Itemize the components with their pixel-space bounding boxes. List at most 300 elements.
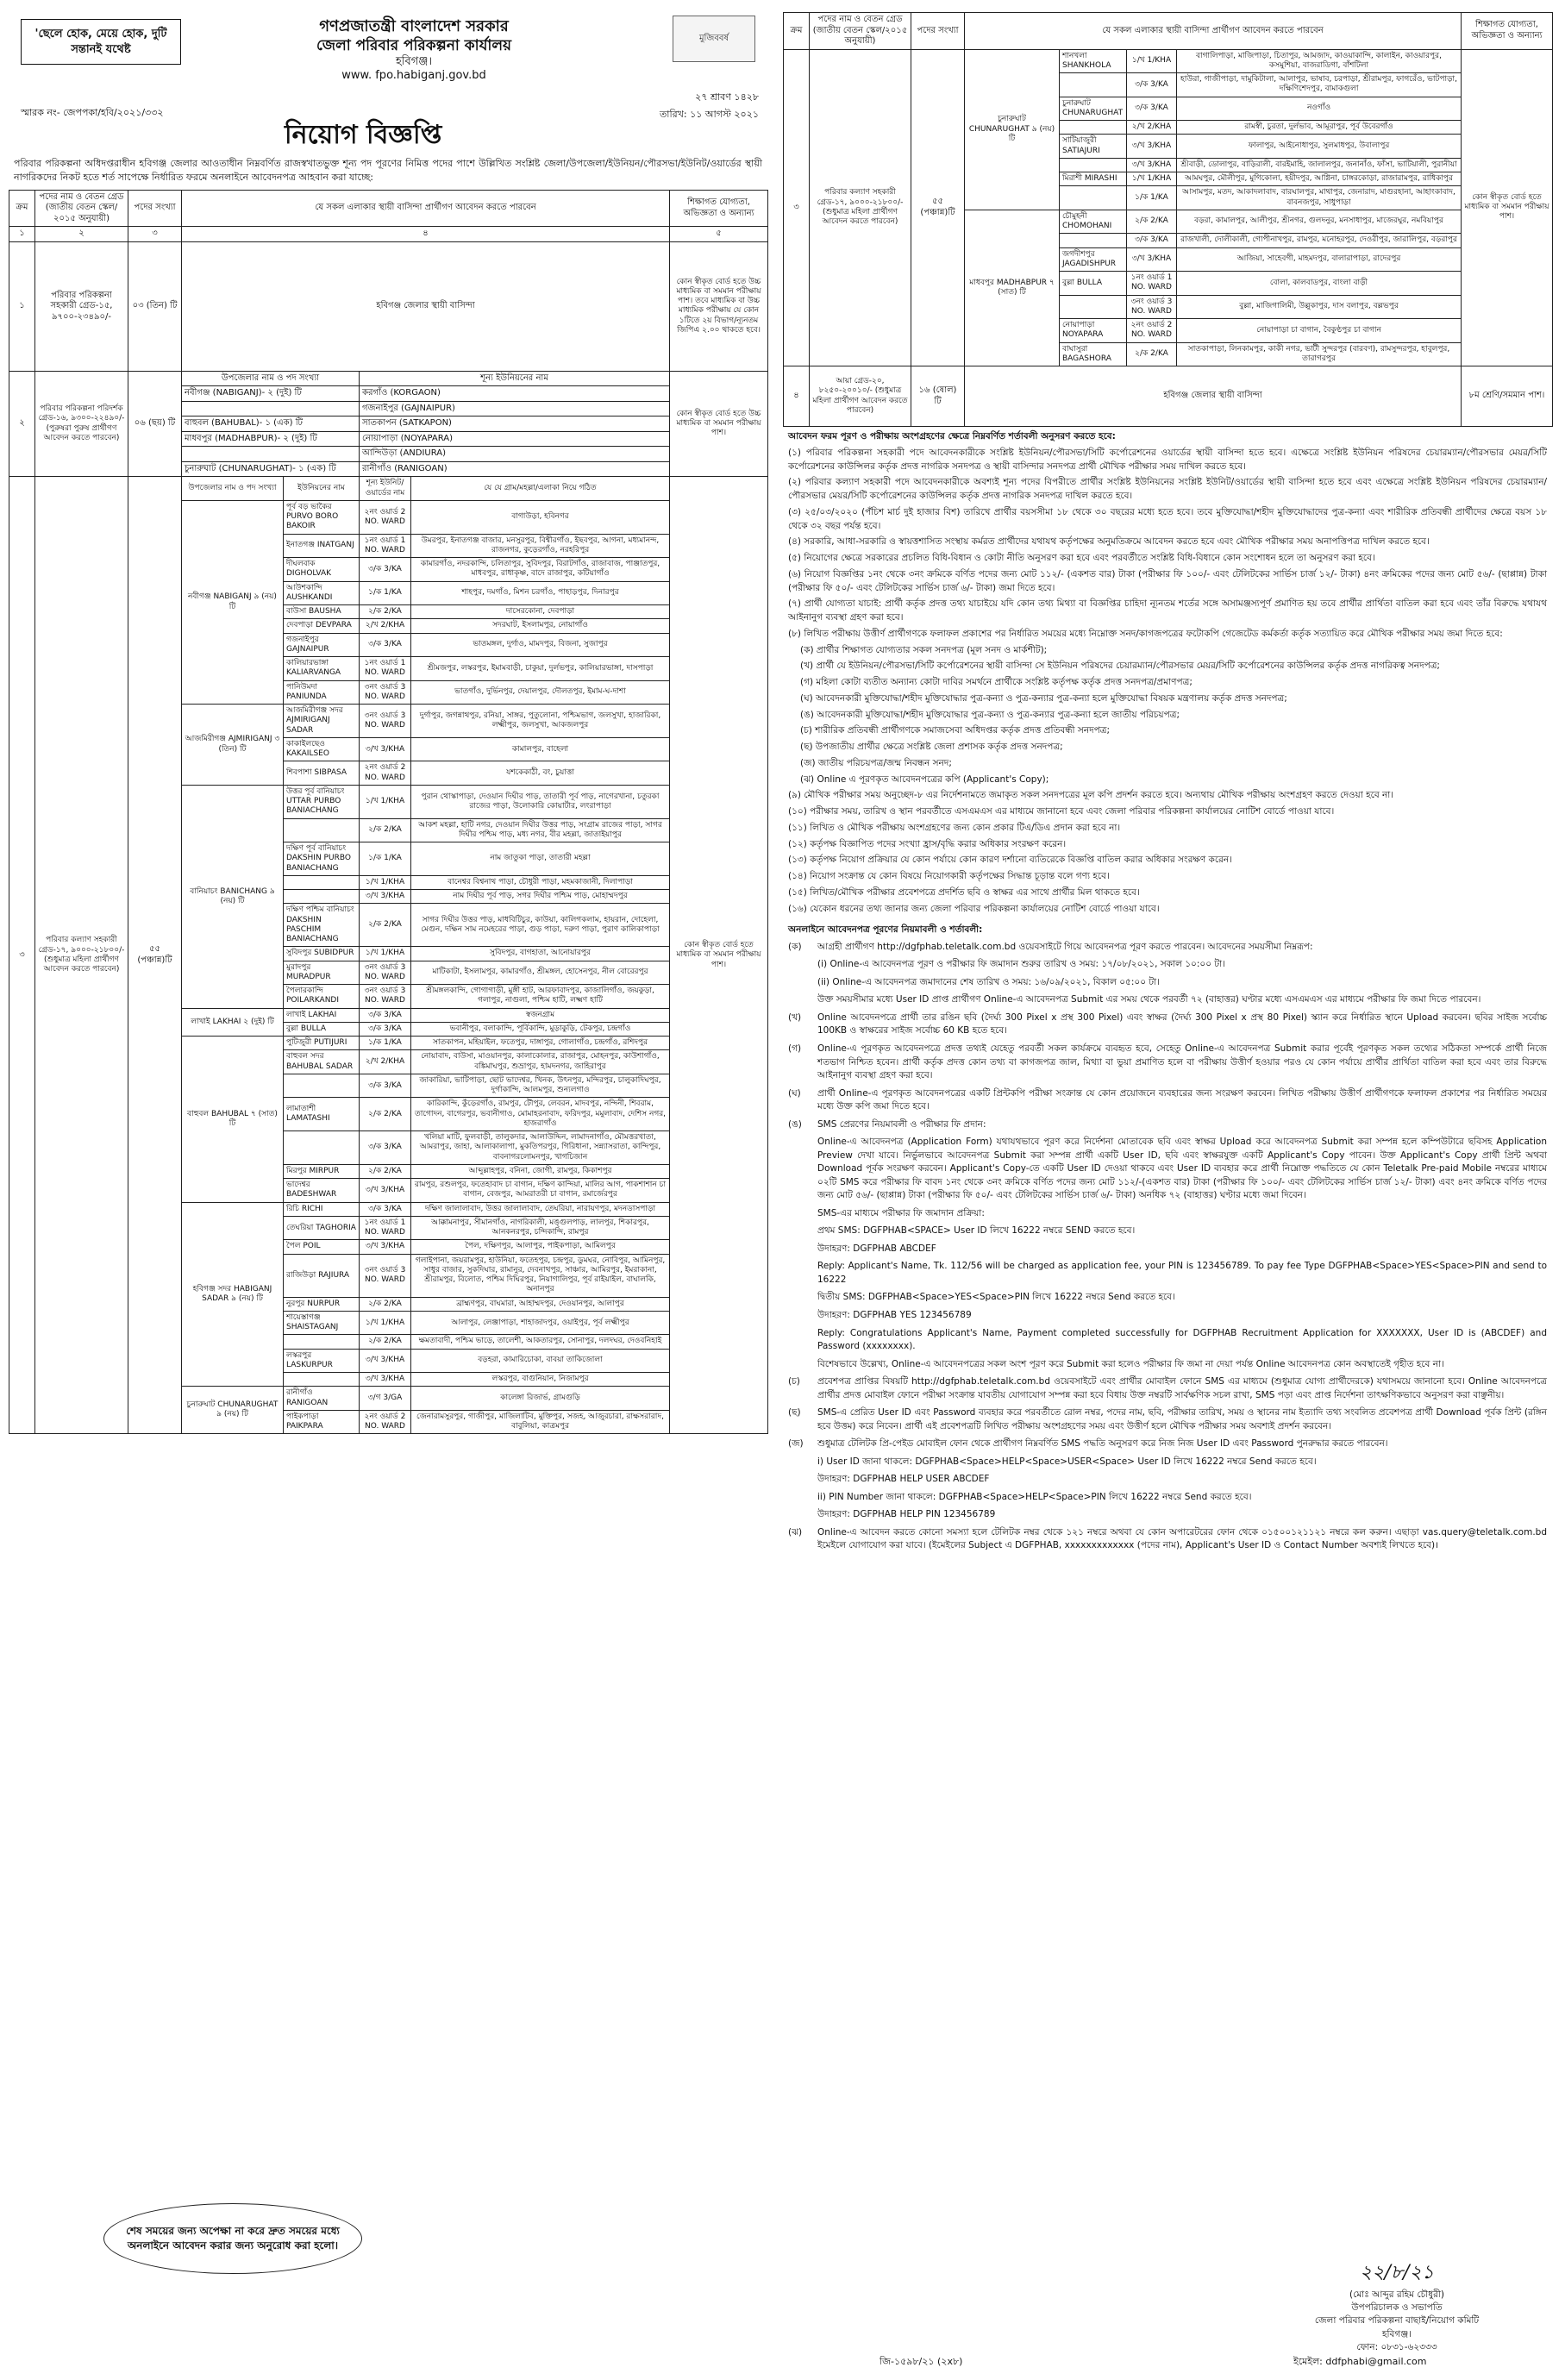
unit-cell: ৩/ক 3/KA	[360, 558, 411, 582]
col-unit: শূন্য ইউনিট/ওয়ার্ডের নাম	[360, 477, 411, 501]
qual-cell: কোন স্বীকৃত বোর্ড হতে উচ্চ মাধ্যমিক বা সমমান পরীক্ষায় পাশ।	[670, 371, 768, 477]
post-cell: পরিবার পরিকল্পনা পরিদর্শক গ্রেড-১৬, ৯৩০০-২২৪৯০/- (পুরুষরা পুরুষ প্রার্থীগণ আবেদন করতে পারবেন)	[35, 371, 128, 477]
condition-item: (জ) জাতীয় পরিচয়পত্র/জন্ম নিবন্ধন সনদ;	[800, 757, 952, 768]
online-item	[788, 1437, 1547, 1451]
page-title: নিয়োগ বিজ্ঞপ্তি	[285, 120, 442, 150]
slogan-box: 'ছেলে হোক, মেয়ে হোক, দুটি সন্তানই যথেষ্ট	[21, 19, 181, 65]
unit-cell: ২/ক 2/KA	[360, 1164, 411, 1178]
intro-paragraph: পরিবার পরিকল্পনা অধিদপ্তরাধীন হবিগঞ্জ জেলার আওতাধীন নিম্নবর্ণিত রাজস্বখাতভুক্ত শূন্য পদ পূরণের নিমিত্ত পদের পাশে উল্লিখিত সংশ্লিষ্ট জেলা/উপজেলা/ইউনিয়ন/পৌরসভা/ইউনিট/ওয়ার্ডের স্থায়ী নাগরিকদের নিকট হতে শর্ত সাপেক্ষে নির্ধারিত ফরমে অনলাইনে আবেদনপত্র আহবান করা যাচ্ছে:	[14, 158, 762, 183]
union-cell: সাটিয়াজুরী SATIAJURI	[1060, 135, 1127, 159]
online-item-text: বিশেষভাবে উল্লেখ্য, Online-এ আবেদনপত্রের সকল অংশ পূরণ করে Submit করা হলেও পরীক্ষার ফি জমা না দেয়া পর্যন্ত Online আবেদনপত্র কোন অবস্থাতেই গৃহীত হবে না।	[817, 1358, 1444, 1369]
online-item-marker	[788, 1309, 817, 1323]
village-cell: কালেঙ্গা রিজার্ভ, গ্রামগুড়ি	[411, 1387, 670, 1411]
village-cell: ভাতমঙ্গল, দুর্গাও, মামদপুর, বিজনা, সুজাপুর	[411, 633, 670, 657]
village-cell: রামপুর, রশুলপুর, ফতেহাবাদ চা বাগান, দক্ষিণ কান্দিয়া, মালির আগ, পাকশাশান চা বাগান, বেজপুর, আমরাতরী চা বাগান, রমার্জেরপুর	[411, 1179, 670, 1203]
unit-cell: ১/খ 1/KHA	[360, 947, 411, 961]
village-cell: রাজখালী, দোলীকালী, গোপীনাখপুর, রামপুর, মনোহরপুর, দেওরীপুর, জারালিপুর, বড়রাপুর	[1177, 234, 1462, 247]
union-cell: করগাঁও (KORGAON)	[360, 386, 670, 402]
unit-cell: ৩/খ 3/KHA	[360, 890, 411, 904]
upazila-cell	[182, 447, 360, 462]
online-item	[788, 1260, 1547, 1287]
condition-item: (ছ) উপজাতীয় প্রার্থীর ক্ষেত্রে সংশ্লিষ্ট জেলা প্রশাসক কর্তৃক প্রদত্ত সনদপত্র;	[800, 742, 1063, 752]
union-cell: বুল্লা BULLA	[1060, 272, 1127, 296]
unit-cell: ৩নং ওয়ার্ড 3 NO. WARD	[360, 680, 411, 705]
unit-cell: ৩নং ওয়ার্ড 3 NO. WARD	[360, 705, 411, 738]
upazila-cell: বাহুবল BAHUBAL ৭ (সাত) টি	[182, 1037, 284, 1203]
online-item-text: (ii) Online-এ আবেদনপত্র জমাদানের শেষ তারিখ ও সময়: ১৬/০৯/২০২১, বিকাল ০৫:০০ টা।	[817, 976, 1160, 987]
unit-cell: ৩নং ওয়ার্ড 3 NO. WARD	[1127, 295, 1177, 319]
village-cell: কামালপুর, বাহেলা	[411, 737, 670, 761]
unit-cell: ১/ক 1/KA	[360, 1037, 411, 1050]
right-column	[783, 12, 1552, 1559]
village-cell: ফালাপুর, আইনোধাপুর, সুলমাধপুর, উবালাপুর	[1177, 135, 1462, 159]
village-cell: বাগালিপাড়া, মাজিপাড়া, চিতাপুর, আমজাদ, কাওয়াকান্দি, কালাইন, কাওয়ারপুর, কসমুশিয়া, বাজরাডিগা, বাঁশটিলা	[1177, 49, 1462, 73]
union-cell: আজমিরীগঞ্জ সদর AJMIRIGANJ SADAR	[284, 705, 360, 738]
online-item-text: প্রথম SMS: DGFPHAB<SPACE> User ID লিখে 16222 নম্বরে SEND করতে হবে।	[817, 1225, 1136, 1237]
unit-cell: ৩/ক 3/KA	[360, 1008, 411, 1022]
conditions-heading: আবেদন ফরম পূরণ ও পরীক্ষায় অংশগ্রহণের ক্ষেত্রে নিম্নবর্ণিত শর্তাবলী অনুসরণ করতে হবে:	[788, 431, 1116, 442]
union-cell: আউশকান্দি AUSHKANDI	[284, 581, 360, 605]
unit-cell: ৩/ক 3/KA	[1127, 97, 1177, 121]
village-cell: শ্রীমঙ্গলকান্দি, গোগাগাড়ী, মুঙ্গী হাট, আরফাবাদপুর, কাজালিগাঁও, জয়কুড়া, গলাপুর, নাগুলা, পশ্চিম হাটি, লক্ষ্মণ হাটি	[411, 985, 670, 1009]
village-cell: আজিয়া, সাহেবগী, মাহমদপুর, বালারাপাড়া, রাদেরপুর	[1177, 247, 1462, 272]
office-name: জেলা পরিবার পরিকল্পনা কার্যালয়	[316, 36, 512, 54]
online-item	[788, 1375, 1547, 1402]
village-cell: দাসেরকোনা, দেবপাড়া	[411, 605, 670, 619]
unit-cell: ৩/খ 3/KHA	[1127, 247, 1177, 272]
union-cell	[284, 818, 360, 842]
unit-cell: ৩/ক 3/KA	[360, 1202, 411, 1216]
union-cell: দক্ষিণ পশ্চিম বানিয়াচং DAKSHIN PASCHIM BANIACHANG	[284, 904, 360, 947]
online-item-marker	[788, 1224, 817, 1238]
post-cell: পরিবার কল্যাণ সহকারী গ্রেড-১৭, ৯০০০-২১৮০০/- (শুধুমাত্র মহিলা প্রার্থীগণ আবেদন করতে পারবেন)	[810, 49, 911, 366]
unit-cell: ৩নং ওয়ার্ড 3 NO. WARD	[360, 961, 411, 985]
condition-item: (১৩) কর্তৃপক্ষ নিয়োগ প্রক্রিয়ার যে কোন পর্যায়ে কোন কারণ দর্শানো ব্যতিরেকে বিজ্ঞপ্তি বাতিল করার অধিকার সংরক্ষণ করেন।	[788, 855, 1232, 866]
village-cell: আকশ মহল্লা, হাটি নগর, দেওয়ান দিঘীর উত্তর পাড়, সংগ্রাম রাজের পাড়া, সাগর দিঘীর পশ্চিম পাড়, মধ্য নগর, বীর মহল্লা, জাতাইয়াপুর	[411, 818, 670, 842]
union-cell: রাজিউড়া RAJIURA	[284, 1254, 360, 1297]
unit-cell: ২নং ওয়ার্ড 2 NO. WARD	[1127, 319, 1177, 343]
date-label: তারিখ:	[660, 108, 687, 120]
online-item-marker: (ক)	[788, 941, 802, 952]
row2-subheader	[9, 371, 768, 386]
online-item-marker: (ছ)	[788, 1407, 801, 1419]
footer-code: জি-১৫৯৮/২১ (২x৮)	[880, 2356, 963, 2367]
union-cell: শানখলা SHANKHOLA	[1060, 49, 1127, 73]
upazila-cell: চুনারুঘাট CHUNARUGHAT ৯ (নয়) টি	[182, 1387, 284, 1434]
table-row	[784, 49, 1553, 73]
unit-cell: ৩/ক 3/KA	[360, 1131, 411, 1165]
online-item	[788, 1327, 1547, 1354]
online-item-text: উদাহরণ: DGFPHAB HELP USER ABCDEF	[817, 1474, 990, 1485]
union-cell	[284, 1131, 360, 1165]
qual-cell: কোন স্বীকৃত বোর্ড হতে মাধ্যমিক বা সমমান পরীক্ষায় পাশ।	[1462, 49, 1553, 366]
upazila-cell: বাহুবল (BAHUBAL)- ১ (এক) টি	[182, 416, 360, 432]
online-item-text: Reply: Applicant's Name, Tk. 112/56 will be charged as application fee, your PIN is 123456789. To pay fee Type DGFPHAB<Space>YES<Space>PIN and send to 16222	[817, 1261, 1547, 1285]
unit-cell: ১নং ওয়ার্ড 1 NO. WARD	[360, 1216, 411, 1240]
serial-cell: ৩	[784, 49, 810, 366]
union-cell: সাতকাপন (SATKAPON)	[360, 416, 670, 432]
village-cell: জেনারামসুরপুর, গাজীপুর, মাজিলাটিব, মুক্তিপুর, সজহ, আজুরচারা, রাক্ষসরারাদ, বাবুলিয়া, কাত্রমপুর	[411, 1410, 670, 1434]
online-item-marker	[788, 1136, 817, 1203]
online-item-text: উদাহরণ: DGFPHAB ABCDEF	[817, 1243, 936, 1254]
village-cell: পুরান থোস্কাপাড়া, দেওয়ান দিঘীর পাড়, তাতারী পূর্ব পাড়, নাগেরখানা, চতুরকা রাজের পাড়া, উলোকারি কোয়ার্টার, লংরাপাড়া	[411, 785, 670, 818]
condition-item: (৩) ২৫/০৩/২০২০ (পঁচিশ মার্চ দুই হাজার বিশ) তারিখে প্রার্থীর বয়সসীমা ১৮ থেকে ৩০ বছরের মধ্যে হতে হবে। তবে মুক্তিযোদ্ধা/শহীদ মুক্তিযোদ্ধাদের পুত্র-কন্যা এবং শারীরিক প্রতিবন্ধী প্রার্থীদের ক্ষেত্রে বয়স ১৮ থেকে ৩২ বছর পর্যন্ত হবে।	[788, 506, 1547, 531]
union-cell: চুনারুঘাট CHUNARUGHAT	[1060, 97, 1127, 121]
online-heading: অনলাইনে আবেদনপত্র পূরণের নিয়মাবলী ও শর্তাবলী:	[788, 924, 983, 936]
online-item	[788, 1491, 1547, 1505]
serial-cell: ৩	[9, 477, 35, 1434]
online-item-text: Online-এ আবেদন করতে কোনো সমস্যা হলে টেলিটক নম্বর থেকে ১২১ নম্বরে অথবা যে কোন অপারেটরের ফোন থেকে ০১৫০০১২১১২১ নম্বরে কল করুন। এছাড়া vas.query@teletalk.com.bd ইমেইলে যোগাযোগ করা যাবে। (ইমেইলের Subject এ DGFPHAB, xxxxxxxxxxxxx (পদের নাম), Applicant's User ID ও Contact Number অবশ্যই লিখতে হবে)।	[817, 1526, 1547, 1551]
online-item	[788, 1526, 1547, 1553]
village-cell: ক্ষমতাবাদী, পশ্চিম ভাড়ে, তালেশী, আকতারপুর, সোনাপুর, দলদঘর, দেওবনিহাই	[411, 1335, 670, 1349]
union-cell	[1060, 158, 1127, 172]
online-item	[788, 1243, 1547, 1256]
union-cell: পানিউমদা PANIUNDA	[284, 680, 360, 705]
online-item-text: উদাহরণ: DGFPHAB YES 123456789	[817, 1310, 972, 1320]
village-cell: মাটিকাটা, ইসলামপুর, কামারগাঁও, শ্রীমঙ্গল, হোসেনপুর, নীল বোরেরপুর	[411, 961, 670, 985]
condition-item: (১১) লিখিত ও মৌখিক পরীক্ষায় অংশগ্রহণের জন্য কোন প্রকার টিএ/ডিএ প্রদান করা হবে না।	[788, 822, 1121, 833]
website-link[interactable]: www. fpo.habiganj.gov.bd	[341, 69, 486, 82]
union-cell: উত্তর পূর্ব বানিয়াচং UTTAR PURBO BANIACHANG	[284, 785, 360, 818]
upazila-cell: চুনারুঘাট CHUNARUGHAT ৯ (নয়) টি	[965, 49, 1060, 210]
unit-cell: ৩/ক 3/KA	[360, 1074, 411, 1098]
village-cell: উমরপুর, ইনাতগঞ্জ বাজার, মনসুরপুর, বিশ্বীরগাঁও, ইছবপুর, আগনা, মধ্যমানন্দ, রাজনগর, কুড়েরগাঁও, নরহরিপুর	[411, 534, 670, 558]
village-cell: আসামপুর, মতদ, আকাদলাবাদ, বারঘালপুর, মাথাপুর, জেনারাদ, মাগুরহানা, আহাংকাবাদ, বাবনজপুর, সাধুপাড়া	[1177, 186, 1462, 210]
union-cell: রানীগাঁও (RANIGOAN)	[360, 461, 670, 477]
union-cell: মুরাদপুর MURADPUR	[284, 961, 360, 985]
unit-cell: ৩/ক 3/KA	[1127, 73, 1177, 97]
unit-cell: ৩নং ওয়ার্ড 3 NO. WARD	[360, 1254, 411, 1297]
unit-cell: ৩নং ওয়ার্ড 3 NO. WARD	[360, 985, 411, 1009]
unit-cell: ৩/খ 3/KHA	[360, 1240, 411, 1254]
table-row: ১ পরিবার পরিকল্পনা সহকারী গ্রেড-১৫, ৯৭০০-২৩৪৯০/- ০৩ (তিন) টি হবিগঞ্জ জেলার স্থায়ী বাসিন্দা কোন স্বীকৃত বোর্ড হতে উচ্চ মাধ্যমিক বা সমমান পরীক্ষায় পাশ। তবে মাধ্যমিক বা উচ্চ মাধ্যমিক পরীক্ষায় যে কোন ১টিতে ২য় বিভাগ/ন্যূনতম জিপিএ ২.০০ থাকতে হবে।	[9, 241, 768, 371]
district-name: হবিগঞ্জ।	[395, 54, 433, 68]
upazila-cell: নবীগঞ্জ NABIGANJ ৯ (নয়) টি	[182, 500, 284, 704]
union-cell: নুরপুর NURPUR	[284, 1297, 360, 1311]
village-cell: ভবানীপুর, বলাকান্দি, পূর্বিকান্দি, মুড়াকুড়ি, টেকপুর, চন্দ্রগাঁও	[411, 1022, 670, 1036]
union-cell: বুল্লা BULLA	[284, 1022, 360, 1036]
union-cell: রানীগাঁও RANIGOAN	[284, 1387, 360, 1411]
condition-item: (২) পরিবার কল্যাণ সহকারী পদে আবেদনকারীকে অবশ্যই শূন্য পদের বিপরীতে প্রার্থীর সংশ্লিষ্ট ইউনিয়নের সংশ্লিষ্ট ইউনিট/ওয়ার্ডের স্থায়ী বাসিন্দা হতে হবে এবং এক্ষেত্রে সংশ্লিষ্ট ইউনিয়ন পরিষদের চেয়ারম্যান/পৌরসভার মেয়র/সিটি কর্পোরেশনের কাউন্সিলর কর্তৃক প্রদত্ত নাগরিক সনদপত্র দাখিল করতে হবে।	[788, 477, 1547, 501]
col-upazila: উপজেলার নাম ও পদ সংখ্যা	[182, 477, 284, 501]
unit-cell: ৩/খ 3/KHA	[360, 1179, 411, 1203]
village-cell: লস্করপুর, বাগুনিয়ান, নিজামপুর	[411, 1373, 670, 1387]
village-cell: বাগাউড়া, হবিনগর	[411, 500, 670, 534]
union-cell: পৈল POIL	[284, 1240, 360, 1254]
online-item-marker	[788, 1327, 817, 1354]
online-item-marker	[788, 1473, 817, 1487]
unit-cell: ১/খ 1/KHA	[360, 875, 411, 889]
union-cell: দেবপাড়া DEVPARA	[284, 619, 360, 633]
upazila-cell	[182, 401, 360, 416]
email-link[interactable]: ddfphabi@gmail.com	[1325, 2356, 1427, 2367]
union-cell: বাউসা BAUSHA	[284, 605, 360, 619]
union-cell	[284, 890, 360, 904]
col-union: শূন্য ইউনিয়নের নাম	[360, 371, 670, 386]
union-cell: রিচি RICHI	[284, 1202, 360, 1216]
unit-cell: ১/ক 1/KA	[1127, 186, 1177, 210]
date-block	[543, 91, 759, 126]
union-cell: নোয়াপাড়া (NOYAPARA)	[360, 431, 670, 447]
signatory-phone: ফোন: ০৮৩১-৬২৩৩৩	[1356, 2341, 1437, 2352]
online-item-text: Online-এ আবেদনপত্র (Application Form) যথাযথভাবে পূরণ করে নির্দেশনা মোতাবেক ছবি এবং স্বাক্ষর Upload করে আবেদনপত্র Submit করা সম্পন্ন হলে কম্পিউটারে ছবিসহ Application Preview দেখা যাবে। নির্ভুলভাবে আবেদনপত্র Submit করা সম্পন্ন প্রার্থী একটি User ID, ছবি এবং স্বাক্ষরযুক্ত একটি Applicant's Copy পাবেন। উক্ত Applicant's Copy প্রার্থী প্রিন্ট অথবা Download পূর্বক সংরক্ষণ করবেন। Applicant's Copy-তে একটি User ID দেওয়া থাকবে এবং User ID ব্যবহার করে প্রার্থী নিম্নোক্ত পদ্ধতিতে যে কোন Teletalk Pre-paid Mobile নম্বরের মাধ্যমে ০২টি SMS করে পরীক্ষার ফি বাবদ ১নং থেকে ৩নং ক্রমিকে বর্ণিত পদের জন্য মোট ১১২/-(একশত বার) টাকা (পরীক্ষার ফি ১০০/- এবং টেলিটকের সার্ভিস চার্জ ১২/- টাকা) এবং ৪নং ক্রমিকে বর্ণিত পদের জন্য মোট ৫৬/- (ছাপ্পান্ন) টাকা (পরীক্ষার ফি ৫০/- এবং টেলিটকের সার্ভিস চার্জ ৬/- টাকা) অনধিক ৭২ (বাহাত্তর) ঘণ্টার মধ্যে জমা দিবেন।	[817, 1137, 1547, 1201]
union-cell: বাহুবল সদর BAHUBAL SADAR	[284, 1050, 360, 1074]
village-cell: কামারগাঁও, নদরকান্দি, চলিতাপুর, সুবিদপুর, বিরাটগাঁও, রাজাবাজ, পাঞ্জাতপুর, মাধবপুর, রাধাকৃষ্ণ, বাদে রাজাপুর, কটিয়াগাঁও	[411, 558, 670, 582]
signatory-designation: উপপরিচালক ও সভাপতি	[1351, 2302, 1443, 2314]
village-cell: পৈল, দক্ষিণপুর, আলাপুর, পাইকপাড়া, আমিলপুর	[411, 1240, 670, 1254]
unit-cell: ২/ক 2/KA	[1127, 210, 1177, 234]
online-item-marker	[788, 1260, 817, 1287]
condition-item: (১২) কর্তৃপক্ষ বিজ্ঞাপিত পদের সংখ্যা হ্রাস/বৃদ্ধি করার অধিকার সংরক্ষণ করেন।	[788, 838, 1067, 849]
village-cell: কারিকান্দি, কুঁড়েরগাঁও, রামপুর, টৌপুর, লেবরন, মাদবপুর, নন্দিনী, শিবরাম, তাগোদন, বাগেরপুর, ভবানীগাও, মোমাহরনাবাদ, ফরিদপুর, মমুলাবাদ, দেশিস নগর, হাজরাগাঁও	[411, 1098, 670, 1131]
union-cell: শায়েস্তাগঞ্জ SHAISTAGANJ	[284, 1311, 360, 1335]
village-cell: গলাইপানা, জয়রামপুর, হাউনিয়া, ফতেহপুর, চন্দ্রপুর, ডুমঘর, নোবিপুর, আমিনপুর, সাধুর বাজার, সুকদিঘার, রামানুর, দেবনাথপুর, সাঞ্চার, আমিরপুর, ইমরাকানা, শ্রীরামপুর, বিলোত, পশ্চিম দিঘিরপুর, নিয়াগালিপুর, পূর্ব রাইয়াইল, বাঘালকি, অনানপুর	[411, 1254, 670, 1297]
col-upazila: উপজেলার নাম ও পদ সংখ্যা	[182, 371, 360, 386]
table-row: ৪ আয়া গ্রেড-২০, ৮২৫০-২০০১০/- (শুধুমাত্র মহিলা প্রার্থীগণ আবেদন করতে পারবেন) ১৬ (ষোল) টি হবিগঞ্জ জেলার স্থায়ী বাসিন্দা ৮ম শ্রেণি/সমমান পাশ।	[784, 366, 1553, 427]
union-cell	[284, 1373, 360, 1387]
unit-cell: ১/ক 1/KA	[360, 581, 411, 605]
online-item	[788, 976, 1547, 990]
village-cell: নাম জাতুকা পাড়া, তাতারী মহল্লা	[411, 842, 670, 876]
unit-cell: ৩/খ 3/KHA	[360, 737, 411, 761]
village-cell: রামস্বী, চুরতা, দুর্লভাব, আমূরাপুর, পূর্ব উবেরগাঁও	[1177, 121, 1462, 135]
union-cell	[1060, 73, 1127, 97]
online-item-text: Reply: Congratulations Applicant's Name, Payment completed successfully for DGFPHAB Recruitment Application for XXXXXXX, User ID is (ABCDEF) and Password (xxxxxxxx).	[817, 1327, 1547, 1352]
unit-cell: ৩/খ 3/KHA	[1127, 135, 1177, 159]
condition-item: (১৪) নিয়োগ সংক্রান্ত যে কোন বিষয়ে নিয়োগকারী কর্তৃপক্ষের সিদ্ধান্ত চূড়ান্ত বলে গণ্য হবে।	[788, 871, 1110, 881]
unit-cell: ৩/ক 3/KA	[360, 1022, 411, 1036]
village-cell: সদরঘাট, ইসলামপুর, নোয়াগাঁও	[411, 619, 670, 633]
count-cell: ৫৫ (পঞ্চান্ন)টি	[911, 49, 965, 366]
union-cell: দীঘলবাক DIGHOLVAK	[284, 558, 360, 582]
online-section	[783, 922, 1552, 1559]
online-item-text: দ্বিতীয় SMS: DGFPHAB<Space>YES<Space>PIN লিখে 16222 নম্বরে Send করতে হবে।	[817, 1292, 1175, 1303]
unit-cell: ২/খ 2/KHA	[360, 1050, 411, 1074]
online-item-marker	[788, 976, 817, 990]
union-cell: পাইকপাড়া PAIKPARA	[284, 1410, 360, 1434]
unit-cell: ২/ক 2/KA	[360, 605, 411, 619]
govt-block	[233, 17, 595, 83]
row2-body	[9, 371, 768, 477]
date-english: তারিখ: ১১ আগস্ট ২০২১	[660, 108, 759, 120]
unit-cell: ২/খ 2/KHA	[360, 619, 411, 633]
upazila-cell: মাধবপুর MADHABPUR ৭ (সাত) টি	[965, 210, 1060, 366]
union-cell: নোয়াপাড়া NOYAPARA	[1060, 319, 1127, 343]
union-cell: কালিয়ারভাঙ্গা KALIARVANGA	[284, 657, 360, 681]
union-cell	[1060, 121, 1127, 135]
footer-email: ইমেইল: ddfphabi@gmail.com	[1293, 2356, 1427, 2367]
upazila-cell: নবীগঞ্জ (NABIGANJ)- ২ (দুই) টি	[182, 386, 360, 402]
village-cell: সাতকাপন, মহিয়াইল, ফতেপুর, দাঙ্গাপুর, গোলাগাঁও, চন্দ্রগাঁও, রশিদপুর	[411, 1037, 670, 1050]
col-union: ইউনিয়নের নাম	[284, 477, 360, 501]
condition-item: (ঙ) আবেদনকারী মুক্তিযোদ্ধা/শহীদ মুক্তিযোদ্ধার পুত্র-কন্যা ও পুত্র-কন্যার পুত্র-কন্যা হলে জাতীয় পরিচয়পত্র;	[800, 709, 1180, 720]
unit-cell: ২নং ওয়ার্ড 2 NO. WARD	[360, 1410, 411, 1434]
count-cell: ৫৫ (পঞ্চান্ন)টি	[128, 477, 182, 1434]
upazila-cell: বানিয়াচং BANICHANG ৯ (নয়) টি	[182, 785, 284, 1008]
union-cell: গজনাইপুর (GAJNAIPUR)	[360, 401, 670, 416]
village-cell: দুর্গাপুর, জগন্নাথপুর, রনিয়া, সাঙ্গর, পুতুলোনা, পশ্চিমভাগ, জলসুখা, হাজারিকা, লক্ষ্মীপুর, জলসুখা, আকজলপুর	[411, 705, 670, 738]
village-cell: বড়হরা, কামারিচোকা, বাবয়া তাকিজোলা	[411, 1349, 670, 1373]
village-cell: বুল্লা, মাজিগালিমী, উল্লুকাপুর, দাস বলাপুর, বল্লভপুর	[1177, 295, 1462, 319]
deadline-note: শেষ সময়ের জন্য অপেক্ষা না করে দ্রুত সময়ের মধ্যে অনলাইনে আবেদন করার জন্য অনুরোধ করা হলো।	[103, 2203, 362, 2274]
online-item	[788, 1087, 1547, 1114]
online-item-marker	[788, 1207, 817, 1221]
condition-item: (খ) প্রার্থী যে ইউনিয়ন/পৌরসভা/সিটি কর্পোরেশনের স্থায়ী বাসিন্দা সে ইউনিয়ন পরিষদের চেয়ারম্যান/পৌরসভার মেয়র/সিটি কর্পোরেশনের কাউন্সিলর কর্তৃক প্রদত্ত নাগরিকত্ব সনদপত্র;	[800, 661, 1440, 672]
union-cell: পৈলারকান্দি POILARKANDI	[284, 985, 360, 1009]
online-item	[788, 1309, 1547, 1323]
village-cell: সাগর দিঘীর উত্তর পাড়, মাধবিটিচুর, কাউয়া, কালিগকলাম, হায়রান, দোহেলা, মেগুন, দক্ষিন সাম নমেহরের পাড়া, গুড় পাড়া, দরুণ পাড়া, পুরাণ কালিকাপাড়া	[411, 904, 670, 947]
online-item-marker	[788, 1508, 817, 1522]
union-cell	[284, 875, 360, 889]
online-item-text: উক্ত সময়সীমার মধ্যে User ID প্রাপ্ত প্রার্থীগণ Online-এ আবেদনপত্র Submit এর সময় থেকে পরবর্তী ৭২ (বাহাত্তর) ঘণ্টার মধ্যে এসএমএস এর মাধ্যমে পরীক্ষার ফি জমা দিতে পারবেন।	[817, 994, 1481, 1005]
signature-mark: ২২/৮/২১	[1359, 2262, 1435, 2283]
table-header-row: ক্রম পদের নাম ও বেতন গ্রেড (জাতীয় বেতন স্কেল/২০১৫ অনুযায়ী) পদের সংখ্যা যে সকল এলাকার স্থায়ী বাসিন্দা প্রার্থীগণ আবেদন করতে পারবেন শিক্ষাগত যোগ্যতা, অভিজ্ঞতা ও অন্যান্য	[9, 190, 768, 227]
online-item-text: Online-এ পূরণকৃত আবেদনপত্রে প্রদত্ত তথ্যই যেহেতু পরবর্তী সকল কার্যক্রমে ব্যবহৃত হবে, সেহেতু Online-এ আবেদনপত্র Submit করার পূর্বেই পূরণকৃত সকল তথ্যের সঠিকতা সম্পর্কে প্রার্থী নিজে শতভাগ নিশ্চিত হবেন। প্রার্থী কর্তৃক প্রদত্ত কোন তথ্য বা কাগজপত্র জাল, মিথ্যা বা ভুয়া প্রমাণিত হলে বা পরীক্ষায় উত্তীর্ণ হওয়ার পরও যে কোন পর্যায়ে প্রার্থীর প্রার্থিতা বাতিল করা হবে এবং তার বিরুদ্ধে আইনানুগ ব্যবস্থা গ্রহণ করা হবে।	[817, 1043, 1547, 1081]
village-cell: সুবিদপুর, বাগহাতা, আনোয়ারপুর	[411, 947, 670, 961]
unit-cell: ১নং ওয়ার্ড 1 NO. WARD	[360, 657, 411, 681]
unit-cell: ২/ক 2/KA	[360, 1098, 411, 1131]
col-village: যে যে গ্রাম/মহল্লা/এলাকা নিয়ে গঠিত	[411, 477, 670, 501]
count-cell: ০৬ (ছয়) টি	[128, 371, 182, 477]
union-cell: বাঘাসুরা BAGASHORA	[1060, 342, 1127, 366]
online-item-marker	[788, 1291, 817, 1305]
unit-cell: ১নং ওয়ার্ড 1 NO. WARD	[360, 534, 411, 558]
online-item-marker: (গ)	[788, 1043, 802, 1054]
unit-cell: ৩/খ 3/KHA	[360, 1349, 411, 1373]
village-cell: নাম দিঘীর পূর্ব পাড়, সগর দিঘীর পশ্চিম পাড়, মোহাম্মদপুর	[411, 890, 670, 904]
village-cell: ব্রাহ্মণপুর, বাঘমারা, আহাম্মদপুর, দেওয়ানপুর, আলাপুর	[411, 1297, 670, 1311]
union-cell: ইনাতগঞ্জ INATGANJ	[284, 534, 360, 558]
unit-cell: ৩/গ 3/GA	[360, 1387, 411, 1411]
village-cell: আব্দুল্লাহপুর, বনিনা, জোগী, রামপুর, কিকাশপুর	[411, 1164, 670, 1178]
village-cell: বোলা, কালবাডপুর, বাংলা বাড়ী	[1177, 272, 1462, 296]
village-cell: আলাপুর, লেঞ্জাপাড়া, শাহাজাদপুর, ওয়াইপুর, পূর্ব লক্ষ্মীপুর	[411, 1311, 670, 1335]
left-column	[9, 12, 767, 1434]
unit-cell: ৩/খ 3/KHA	[360, 1373, 411, 1387]
union-cell: জগদীশপুর JAGADISHPUR	[1060, 247, 1127, 272]
union-cell	[284, 1074, 360, 1098]
right-body	[784, 49, 1553, 366]
table-number-row: ১ ২ ৩ ৪ ৫	[9, 227, 768, 242]
condition-item: (গ) মহিলা কোটা ব্যতীত অন্যান্য কোটা দাবির সমর্থনে প্রার্থীকে সংশ্লিষ্ট কর্তৃপক্ষ কর্তৃক প্রদত্ত সনদপত্র/প্রমাণপত্র;	[800, 677, 1193, 687]
unit-cell: ২/ক 2/KA	[360, 904, 411, 947]
online-item-marker	[788, 993, 817, 1007]
online-item	[788, 1406, 1547, 1433]
qual-cell: কোন স্বীকৃত বোর্ড হতে মাধ্যমিক বা সমমান পরীক্ষায় পাশ।	[670, 477, 768, 1434]
online-item	[788, 1508, 1547, 1522]
row3-body	[9, 477, 768, 1434]
condition-item: (১০) পরীক্ষার সময়, তারিখ ও স্থান পরবর্তীতে এসএমএস এর মাধ্যমে জানানো হবে এবং জেলা পরিবার পরিকল্পনা কার্যালয়ের নোটিশ বোর্ডে পাওয়া যাবে।	[788, 806, 1335, 817]
online-item	[788, 993, 1547, 1007]
union-cell: কাকাইলছেও KAKAILSEO	[284, 737, 360, 761]
village-cell: স্বজনগ্রাম	[411, 1008, 670, 1022]
condition-item: (৯) মৌখিক পরীক্ষার সময় অনুচ্ছেদ-৮ এর নির্দেশনামতে জমাকৃত সকল সনদপত্রের মূল কপি প্রদর্শন করতে হবে। অন্যথায় মৌখিক পরীক্ষায় অংশগ্রহণ করতে দেওয়া হবে না।	[788, 790, 1394, 801]
village-cell: নোয়াপাড়া চা বাগান, বৈকুণ্ঠপুর চা বাগান	[1177, 319, 1462, 343]
mujib-logo-icon: মুজিববর্ষ	[673, 16, 755, 62]
condition-item: (৬) নিয়োগ বিজ্ঞপ্তির ১নং থেকে ৩নং ক্রমিকে বর্ণিত পদের জন্য মোট ১১২/- (একশত বার) টাকা (পরীক্ষার ফি ১০০/- এবং টেলিটকের সার্ভিস চার্জ ১২/- টাকা) ৪নং ক্রমিকের পদের জন্য মোট ৫৬/- (ছাপ্পান্ন) টাকা (পরীক্ষার ফি ৫০/- এবং টেলিটকের সার্ভিস চার্জ ৬/- টাকা) জমা দিতে হবে।	[788, 568, 1547, 593]
unit-cell: ২/ক 2/KA	[360, 1335, 411, 1349]
condition-item: (৪) সরকারি, আধা-সরকারি ও স্বায়ত্তশাসিত সংস্থায় কর্মরত প্রার্থীদের যথাযথ কর্তৃপক্ষের অনুমতিক্রমে আবেদন করতে হবে এবং মৌখিক পরীক্ষার সময় অনাপত্তিপত্র দাখিল করতে হবে।	[788, 536, 1430, 548]
condition-item: (চ) শারীরিক প্রতিবন্ধী প্রার্থীগণকে সমাজসেবা অধিদপ্তর কর্তৃক প্রদত্ত প্রতিবন্ধী সনদপত্র;	[800, 725, 1110, 736]
unit-cell: ২নং ওয়ার্ড 2 NO. WARD	[360, 500, 411, 534]
village-cell: নওগাঁও	[1177, 97, 1462, 121]
unit-cell: ১/ক 1/KA	[360, 842, 411, 876]
online-item	[788, 1136, 1547, 1203]
union-cell: আন্দিউড়া (ANDIURA)	[360, 447, 670, 462]
upazila-cell: হবিগঞ্জ সদর HABIGANJ SADAR ৯ (নয়) টি	[182, 1202, 284, 1387]
govt-name: গণপ্রজাতন্ত্রী বাংলাদেশ সরকার	[319, 17, 509, 35]
online-item	[788, 941, 1547, 955]
unit-cell: ১নং ওয়ার্ড 1 NO. WARD	[1127, 272, 1177, 296]
unit-cell: ১/খ 1/KHA	[360, 785, 411, 818]
condition-item: (ঝ) Online এ পূরণকৃত আবেদনপত্রের কপি (Applicant's Copy);	[800, 774, 1049, 785]
union-cell: মিরাশী MIRASHI	[1060, 172, 1127, 186]
online-item-text: ii) PIN Number জানা থাকলে: DGFPHAB<Space>HELP<Space>PIN লিখে 16222 নম্বরে Send করতে হবে।	[817, 1491, 1252, 1502]
village-cell: দক্ষিণ জালালাবাদ, উত্তর জালালাবাদ, তেঘরিয়া, নারায়ণপুর, মদনডাসপাড়া	[411, 1202, 670, 1216]
table-header-row: ক্রম পদের নাম ও বেতন গ্রেড (জাতীয় বেতন স্কেল/২০১৫ অনুযায়ী) পদের সংখ্যা যে সকল এলাকার স্থায়ী বাসিন্দা প্রার্থীগণ আবেদন করতে পারবেন শিক্ষাগত যোগ্যতা, অভিজ্ঞতা ও অন্যান্য	[784, 13, 1553, 50]
condition-item: (৮) লিখিত পরীক্ষায় উত্তীর্ণ প্রার্থীগণকে ফলাফল প্রকাশের পর নির্ধারিত সময়ের মধ্যে নিম্নোক্ত সনদ/কাগজপত্রের ফটোকপি গেজেটেড কর্মকর্তা কর্তৃক সত্যায়িত করে মৌখিক পরীক্ষার সময় জমা দিতে হবে:	[788, 628, 1503, 639]
condition-item: (১) পরিবার পরিকল্পনা সহকারী পদে আবেদনকারীকে সংশ্লিষ্ট ইউনিয়ন/পৌরসভা/সিটি কর্পোরেশনের ওয়ার্ডের স্থায়ী বাসিন্দা হতে হবে। এক্ষেত্রে সংশ্লিষ্ট ইউনিয়ন পরিষদের চেয়ারম্যান/পৌরসভার মেয়র/সিটি কর্পোরেশনের কাউন্সিলর কর্তৃক প্রদত্ত নাগরিক সনদপত্র ও স্থায়ী বাসিন্দার সনদপত্র প্রার্থী মৌখিক পরীক্ষার সময় দাখিল করতে হবে।	[788, 447, 1547, 472]
union-cell: লস্করপুর LASKURPUR	[284, 1349, 360, 1373]
online-item-marker: (ঝ)	[788, 1526, 803, 1538]
unit-cell: ৩/খ 3/KHA	[1127, 158, 1177, 172]
date-bengali: ২৭ শ্রাবণ ১৪২৮	[695, 91, 759, 103]
online-item	[788, 1043, 1547, 1083]
online-item	[788, 1291, 1547, 1305]
union-cell: মিরপুর MIRPUR	[284, 1164, 360, 1178]
online-item-marker: (খ)	[788, 1012, 802, 1023]
online-item	[788, 1473, 1547, 1487]
village-cell: বড়রা, কামালপুর, আলীপুর, শ্রীনগর, গুলদনুর, মনসাধাপুর, মাজেরঘুর, নমবিয়াপুর	[1177, 210, 1462, 234]
online-item	[788, 1456, 1547, 1469]
post-cell: পরিবার কল্যাণ সহকারী গ্রেড-১৭, ৯০০০-২১৮০০/- (শুধুমাত্র মহিলা প্রার্থীগণ আবেদন করতে পারবেন)	[35, 477, 128, 1434]
village-cell: হাউরা, গাজীপাড়া, দামুকিটালা, আলাপুর, ভাষাব, চরপাড়া, শ্রীরামপুর, ফাগরেঁও, ভাটপাড়া, দক্ষিণিশেদপুর, বামাকগুলা	[1177, 73, 1462, 97]
online-item-marker	[788, 1456, 817, 1469]
online-item	[788, 1012, 1547, 1038]
village-cell: শ্রীবাড়ী, ডোলাপুর, বাড়িরালী, বারইমাহি, জালালপুর, জনানাঁও, ফাঁসা, ভাটিয়ালী, পুরানীয়া	[1177, 158, 1462, 172]
online-item-text: প্রার্থী Online-এ পূরণকৃত আবেদনপত্রের একটি প্রিন্টকপি পরীক্ষা সংক্রান্ত যে কোন প্রয়োজনে ব্যবহারের জন্য সংরক্ষণ করবেন। লিখিত পরীক্ষায় উত্তীর্ণ প্রার্থীগণকে ফলাফল প্রকাশের পর নির্ধারিত সময়ের মধ্যে উক্ত কপি জমা দিতে হবে।	[817, 1087, 1547, 1112]
committee-name: জেলা পরিবার পরিকল্পনা বাছাই/নিয়োগ কমিটি	[1314, 2315, 1480, 2327]
union-cell	[284, 1335, 360, 1349]
upazila-cell: চুনারুঘাট (CHUNARUGHAT)- ১ (এক) টি	[182, 461, 360, 477]
online-item-text: উদাহরণ: DGFPHAB HELP PIN 123456789	[817, 1509, 996, 1520]
union-cell: শিবপাশা SIBPASA	[284, 761, 360, 786]
unit-cell: ২/খ 2/KHA	[1127, 121, 1177, 135]
union-cell	[1060, 234, 1127, 247]
condition-item: (১৫) লিখিত/মৌখিক পরীক্ষার প্রবেশপত্রে প্রদর্শিত ছবি ও স্বাক্ষর এর সাথে প্রার্থীর মিল থাকতে হবে।	[788, 886, 1140, 898]
upazila-cell: মাধবপুর (MADHABPUR)- ২ (দুই) টি	[182, 431, 360, 447]
online-list	[788, 941, 1547, 1553]
union-cell: গজনাইপুর GAJNAIPUR	[284, 633, 360, 657]
union-cell: লামাতাশী LAMATASHI	[284, 1098, 360, 1131]
conditions-list	[788, 447, 1547, 917]
village-cell: আক্কামনাপুর, সীমানগাঁও, নাগরিকালী, মঙ্গুলপাড়, লালপুর, শিকারপুর, আনকনরপুর, চন্দিকান্দি, রামপুর	[411, 1216, 670, 1240]
online-item-text: (i) Online-এ আবেদনপত্র পূরণ ও পরীক্ষার ফি জমাদান শুরুর তারিখ ও সময়: ১৭/০৮/২০২১, সকাল ১০:০০ টা।	[817, 959, 1225, 970]
online-item-marker	[788, 1491, 817, 1505]
unit-cell: ১/খ 1/KHA	[1127, 49, 1177, 73]
village-cell: নোয়াবাদ, বাউসা, মাওয়ানপুর, কালাকোলার, রাজাপুর, মোহনপুর, কাউশাগাঁও, বঙ্কিমাঘপুর, শুভ্রাপুর, হামদনগর, জাহিরাপুর	[411, 1050, 670, 1074]
unit-cell: ৩/ক 3/KA	[360, 633, 411, 657]
online-item-text: আগ্রহী প্রার্থীগণ http://dgfphab.teletalk.com.bd ওয়েবসাইটে গিয়ে আবেদনপত্র পূরণ করতে পারবেন। আবেদনের সময়সীমা নিম্নরূপ:	[817, 941, 1313, 952]
online-item-text: SMS-এর মাধ্যমে পরীক্ষার ফি জমাদান প্রক্রিয়া:	[817, 1207, 985, 1218]
online-item-text: প্রবেশপত্র প্রাপ্তির বিষয়টি http://dgfphab.teletalk.com.bd ওয়েবসাইটে এবং প্রার্থীর মোবাইল ফোনে SMS এর মাধ্যমে (শুধুমাত্র যোগ্য প্রার্থীদেরকে) যথাসময়ে জানানো হবে। Online আবেদনপত্রে প্রার্থীর প্রদত্ত মোবাইল ফোনে পরীক্ষা সংক্রান্ত যাবতীয় যোগাযোগ সম্পন্ন করা হবে বিধায় উক্ত নম্বরটি সার্বক্ষণিক সচল রাখা, SMS পড়া এবং প্রাপ্ত নির্দেশনা তাৎক্ষণিকভাবে অনুসরণ করা বাঞ্ছনীয়।	[817, 1376, 1547, 1400]
online-item-marker: (চ)	[788, 1376, 800, 1387]
online-item-marker: (জ)	[788, 1438, 804, 1450]
village-cell: জাকারিয়া, ভাটিপাড়া, ছোট ভাদেশ্বর, খিনক, উৎনপুর, মন্দিরপুর, চালুকাদিঘপুর, দুর্গাকান্দি, আলমপুর, শুন্যলগাও	[411, 1074, 670, 1098]
union-cell: দক্ষিণ পূর্ব বানিয়াচং DAKSHIN PURBO BANIACHANG	[284, 842, 360, 876]
union-cell: সুবিদপুর SUBIDPUR	[284, 947, 360, 961]
upazila-cell: লাখাই LAKHAI ২ (দুই) টি	[182, 1008, 284, 1037]
